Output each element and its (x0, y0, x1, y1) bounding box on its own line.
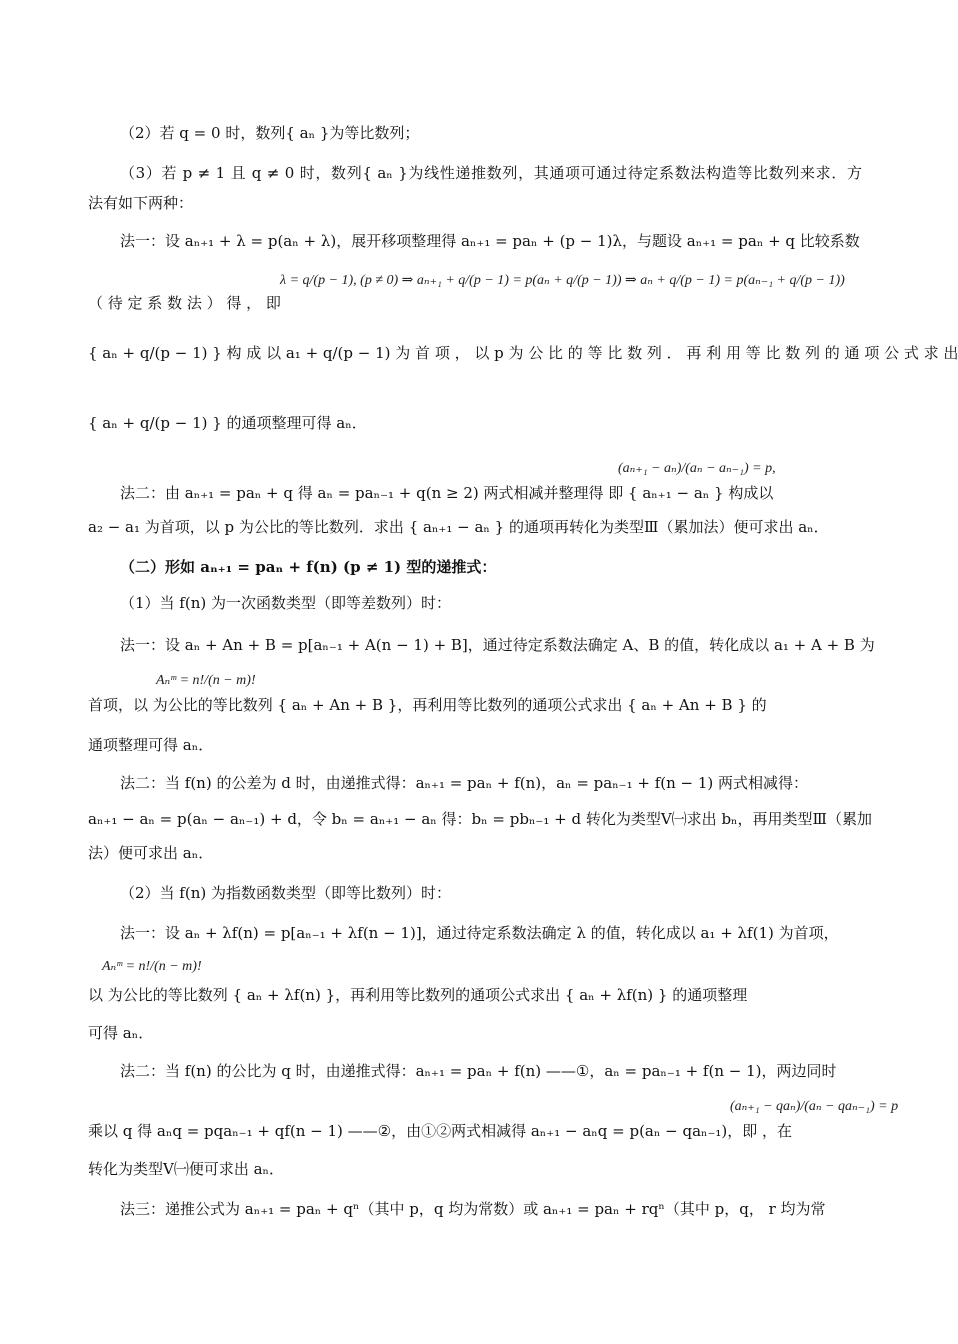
text-line: 法有如下两种： (88, 194, 194, 212)
section-heading: （二）形如 aₙ₊₁ = paₙ + f(n) (p ≠ 1) 型的递推式： (120, 558, 497, 576)
equation: Aₙᵐ = n!/(n − m)! (102, 959, 202, 974)
text-line: 乘以 q 得 aₙq = pqaₙ₋₁ + qf(n − 1) ——②，由①②两式相减得 aₙ₊₁ − aₙq = p(aₙ − qaₙ₋₁)，即 ，在 (88, 1122, 793, 1140)
text-line: 法二：当 f(n) 的公比为 q 时，由递推式得：aₙ₊₁ = paₙ + f(n) ——①，aₙ = paₙ₋₁ + f(n − 1)，两边同时 (120, 1062, 837, 1080)
text-line: （1）当 f(n) 为一次函数类型（即等差数列）时： (120, 594, 451, 612)
text-line: 法二：当 f(n) 的公差为 d 时，由递推式得：aₙ₊₁ = paₙ + f(n)，aₙ = paₙ₋₁ + f(n − 1) 两式相减得： (120, 774, 809, 792)
text-line: 法）便可求出 aₙ． (88, 844, 214, 862)
text-line: 转化为类型Ⅴ㈠便可求出 aₙ． (88, 1160, 285, 1178)
text-line: 法一：设 aₙ + λf(n) = p[aₙ₋₁ + λf(n − 1)]，通过待定系数法确定 λ 的值，转化成以 a₁ + λf(1) 为首项， (120, 924, 839, 942)
equation: (aₙ₊₁ − qaₙ)/(aₙ − qaₙ₋₁) = p (730, 1099, 899, 1114)
equation: (aₙ₊₁ − aₙ)/(aₙ − aₙ₋₁) = p, (618, 461, 776, 476)
text-line: 法二：由 aₙ₊₁ = paₙ + q 得 aₙ = paₙ₋₁ + q(n ≥ 2) 两式相减并整理得 即 { aₙ₊₁ − aₙ } 构成以 (120, 484, 774, 502)
equation: λ = q/(p − 1), (p ≠ 0) ⇒ aₙ₊₁ + q/(p − 1) = p(aₙ + q/(p − 1)) ⇒ aₙ + q/(p − 1) = p(aₙ₋₁ + q/(p − 1)) (280, 273, 845, 288)
text-line: 可得 aₙ． (88, 1024, 154, 1042)
text-line: （3）若 p ≠ 1 且 q ≠ 0 时，数列{ aₙ }为线性递推数列，其通项可通过待定系数法构造等比数列来求．方 (120, 164, 862, 182)
text-line: （ 待 定 系 数 法 ） 得 ， 即 (88, 294, 281, 312)
text-line: 以 为公比的等比数列 { aₙ + λf(n) }，再利用等比数列的通项公式求出 { aₙ + λf(n) } 的通项整理 (88, 986, 748, 1004)
text-line: a₂ − a₁ 为首项，以 p 为公比的等比数列．求出 { aₙ₊₁ − aₙ } 的通项再转化为类型Ⅲ（累加法）便可求出 aₙ． (88, 518, 829, 536)
text-line: 法一：设 aₙ + An + B = p[aₙ₋₁ + A(n − 1) + B]，通过待定系数法确定 A、B 的值，转化成以 a₁ + A + B 为 (120, 636, 875, 654)
equation: Aₙᵐ = n!/(n − m)! (156, 673, 256, 688)
text-line: { aₙ + q/(p − 1) } 的通项整理可得 aₙ． (88, 414, 367, 432)
text-line: （2）若 q = 0 时，数列{ aₙ }为等比数列； (120, 124, 420, 142)
text-line: （2）当 f(n) 为指数函数类型（即等比数列）时： (120, 884, 451, 902)
text-line: { aₙ + q/(p − 1) } 构 成 以 a₁ + q/(p − 1) 为 首 项 ， 以 p 为 公 比 的 等 比 数 列 ． 再 利 用 等 比 数 列 的 通 项 公 式 求 出 (88, 344, 958, 362)
text-line: 首项，以 为公比的等比数列 { aₙ + An + B }，再利用等比数列的通项公式求出 { aₙ + An + B } 的 (88, 696, 767, 714)
text-line: 通项整理可得 aₙ． (88, 736, 214, 754)
text-line: 法三：递推公式为 aₙ₊₁ = paₙ + qⁿ（其中 p，q 均为常数）或 aₙ₊₁ = paₙ + rqⁿ（其中 p，q， r 均为常 (120, 1200, 826, 1218)
text-line: aₙ₊₁ − aₙ = p(aₙ − aₙ₋₁) + d，令 bₙ = aₙ₊₁ − aₙ 得：bₙ = pbₙ₋₁ + d 转化为类型Ⅴ㈠求出 bₙ，再用类型Ⅲ（累加 (88, 810, 873, 828)
text-line: 法一：设 aₙ₊₁ + λ = p(aₙ + λ)，展开移项整理得 aₙ₊₁ = paₙ + (p − 1)λ，与题设 aₙ₊₁ = paₙ + q 比较系数 (120, 232, 860, 250)
